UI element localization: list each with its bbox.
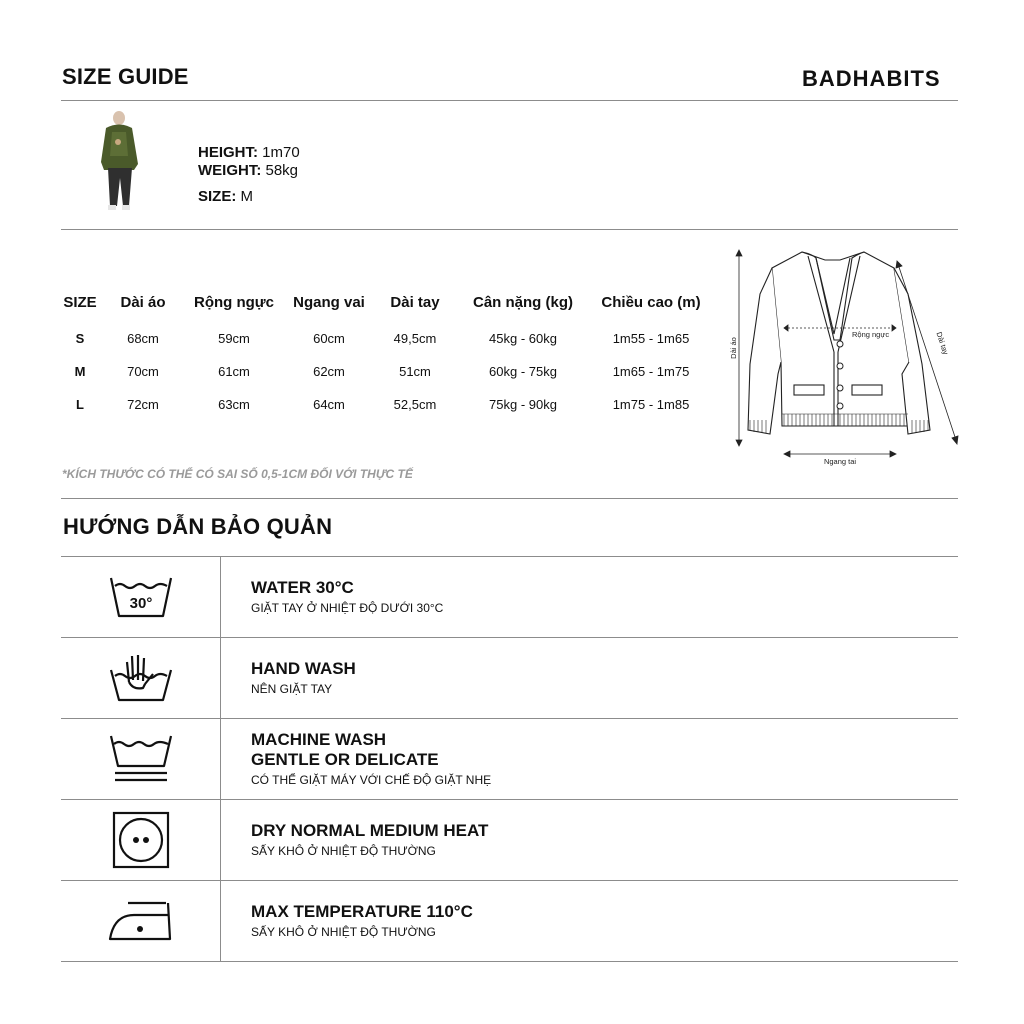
table-row [56, 355, 714, 388]
table-cell: 61cm [218, 364, 250, 379]
care-item-title: HAND WASH [251, 659, 356, 678]
header-cell: Dài tay [390, 293, 440, 311]
care-item [61, 800, 958, 881]
header-cell: SIZE [63, 293, 97, 311]
table-cell: 1m55 - 1m65 [612, 331, 690, 346]
table-cell: 75kg - 90kg [489, 397, 557, 412]
tumble-dry-medium-icon [112, 811, 170, 869]
table-cell: S [75, 331, 85, 346]
header-cell: Chiều cao (m) [601, 293, 701, 311]
care-title: HƯỚNG DẪN BẢO QUẢN [63, 514, 333, 539]
table-cell: 70cm [127, 364, 159, 379]
table-cell: M [74, 364, 86, 379]
diagram-length-label: Dài áo [729, 337, 738, 359]
diagram-sleeve-label: Dài tay [934, 330, 951, 356]
care-item [61, 719, 958, 800]
cardigan-diagram [722, 244, 962, 470]
table-row [56, 388, 714, 421]
page-title: SIZE GUIDE [62, 64, 189, 89]
header-cell: Cân nặng (kg) [473, 293, 573, 311]
header-cell: Ngang vai [293, 293, 365, 311]
table-cell: 49,5cm [393, 331, 437, 346]
care-item-desc: NÊN GIẶT TAY [251, 682, 333, 696]
iron-low-icon [108, 899, 174, 943]
table-cell: 60kg - 75kg [489, 364, 557, 379]
wash-temp-label: 30° [129, 595, 152, 612]
header-cell: Rộng ngực [193, 293, 275, 311]
care-item [61, 638, 958, 719]
header-cell: Dài áo [120, 293, 166, 311]
table-cell: 72cm [127, 397, 159, 412]
care-list [61, 556, 958, 962]
table-cell: 45kg - 60kg [489, 331, 557, 346]
table-cell: 1m75 - 1m85 [612, 397, 690, 412]
care-item-desc: SẤY KHÔ Ở NHIỆT ĐỘ THƯỜNG [251, 925, 436, 939]
table-cell: 60cm [313, 331, 345, 346]
wash-30-icon [109, 574, 173, 620]
care-item-title: DRY NORMAL MEDIUM HEAT [251, 821, 489, 840]
table-cell: 62cm [313, 364, 345, 379]
gentle-wash-icon [109, 734, 173, 784]
care-item-title: MAX TEMPERATURE 110°C [251, 902, 473, 921]
care-item-title: MACHINE WASH GENTLE OR DELICATE [251, 730, 439, 769]
diagram-shoulder-label: Ngang tai [823, 457, 857, 466]
care-item-desc: SẤY KHÔ Ở NHIỆT ĐỘ THƯỜNG [251, 844, 436, 858]
care-item-desc: GIẶT TAY Ở NHIỆT ĐỘ DƯỚI 30°C [251, 601, 444, 615]
table-cell: 68cm [127, 331, 159, 346]
divider [61, 229, 958, 230]
table-cell: 51cm [399, 364, 431, 379]
table-cell: 63cm [218, 397, 250, 412]
table-cell: 1m65 - 1m75 [612, 364, 690, 379]
table-cell: 52,5cm [393, 397, 437, 412]
model-photo [98, 108, 144, 216]
model-size: SIZE: M [198, 188, 254, 205]
diagram-chest-label: Rộng ngực [852, 330, 890, 339]
model-weight: WEIGHT: 58kg [198, 162, 299, 179]
size-table-header [56, 292, 714, 322]
brand-logo: BADHABITS [802, 66, 941, 91]
divider [61, 498, 958, 499]
size-table [56, 292, 714, 421]
table-cell: 59cm [218, 331, 250, 346]
table-cell: 64cm [313, 397, 345, 412]
model-height: HEIGHT: 1m70 [198, 144, 300, 161]
size-note: *KÍCH THƯỚC CÓ THỂ CÓ SAI SỐ 0,5-1CM ĐỐI VỚI THỰC TẾ [62, 467, 413, 481]
table-cell: L [76, 397, 84, 412]
divider [61, 100, 958, 101]
hand-wash-icon [109, 652, 173, 704]
care-item [61, 881, 958, 962]
table-row [56, 322, 714, 355]
care-item [61, 557, 958, 638]
care-item-title: WATER 30°C [251, 578, 354, 597]
care-item-desc: CÓ THỂ GIẶT MÁY VỚI CHẾ ĐỘ GIẶT NHẸ [251, 773, 492, 787]
